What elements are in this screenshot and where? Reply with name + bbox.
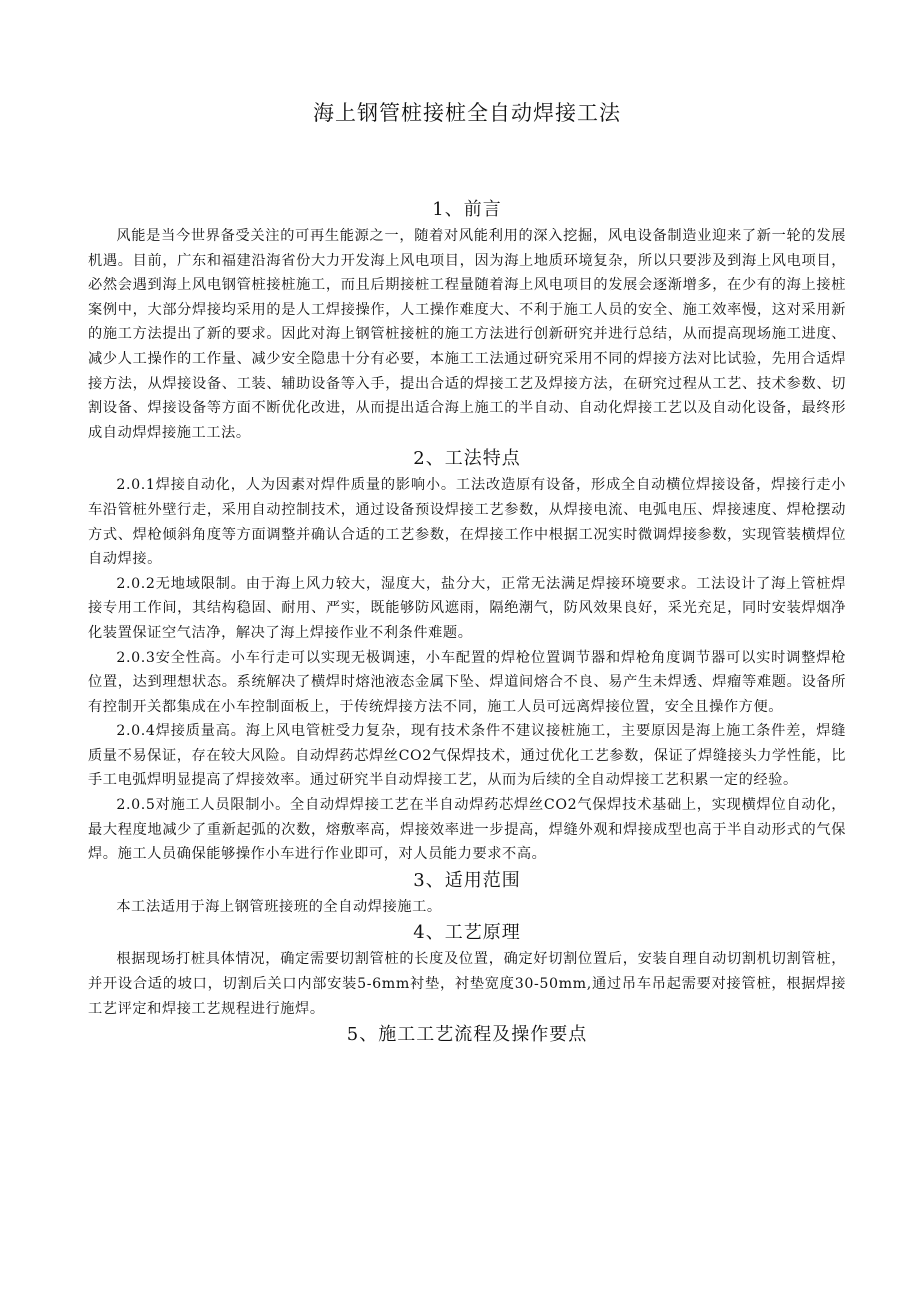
feature-paragraph-2: 2.0.2无地域限制。由于海上风力较大，湿度大，盐分大，正常无法满足焊接环境要求。工法设计了海上管桩焊接专用工作间，其结构稳固、耐用、严实，既能够防风遮雨，隔绝潮气，防风效果良好，采光充足，同时安装焊烟净化装置保证空气洁净，解决了海上焊接作业不利条件难题。 [88,575,846,641]
principle-paragraph: 根据现场打桩具体情况，确定需要切割管桩的长度及位置，确定好切割位置后，安装自理自动切割机切割管桩，并开设合适的坡口，切割后关口内部安装5-6mm衬垫，衬垫宽度30-50mm,通过吊车吊起需要对接管桩，根据焊接工艺评定和焊接工艺规程进行施焊。 [88,951,846,1017]
section-heading-principle: 4、工艺原理 [413,922,521,944]
feature-paragraph-4: 2.0.4焊接质量高。海上风电管桩受力复杂，现有技术条件不建议接桩施工，主要原因是海上施工条件差，焊缝质量不易保证，存在较大风险。自动焊药芯焊丝CO2气保焊技术，通过优化工艺参数，保证了焊缝接头力学性能，比手工电弧焊明显提高了焊接效率。通过研究半自动焊接工艺，从而为后续的全自动焊接工艺积累一定的经验。 [88,723,846,789]
section-heading-scope: 3、适用范围 [413,869,521,891]
document-title: 海上钢管桩接桩全自动焊接工法 [313,101,621,125]
scope-paragraph: 本工法适用于海上钢管班接班的全自动焊接施工。 [116,898,442,915]
section-heading-features: 2、工法特点 [413,448,521,470]
section-heading-preface: 1、前言 [432,199,502,220]
feature-paragraph-5: 2.0.5对施工人员限制小。全自动焊焊接工艺在半自动焊药芯焊丝CO2气保焊技术基础上，实现横焊位自动化，最大程度地减少了重新起弧的次数，熔敷率高，焊接效率进一步提高，焊缝外观和焊接成型也高于半自动形式的气保焊。施工人员确保能够操作小车进行作业即可，对人员能力要求不高。 [88,797,846,863]
section-heading-process: 5、施工工艺流程及操作要点 [346,1024,588,1046]
feature-paragraph-3: 2.0.3安全性高。小车行走可以实现无极调速，小车配置的焊枪位置调节器和焊枪角度调节器可以实时调整焊枪位置，达到理想状态。系统解决了横焊时熔池液态金属下坠、焊道间熔合不良、易产生未焊透、焊瘤等难题。设备所有控制开关都集成在小车控制面板上，于传统焊接方法不同，施工人员可远离焊接位置，安全且操作方便。 [88,649,846,715]
feature-paragraph-1: 2.0.1焊接自动化，人为因素对焊件质量的影响小。工法改造原有设备，形成全自动横位焊接设备，焊接行走小车沿管桩外壁行走，采用自动控制技术，通过设备预设焊接工艺参数，从焊接电流、电弧电压、焊接速度、焊枪摆动方式、焊枪倾斜角度等方面调整并确认合适的工艺参数，在焊接工作中根据工况实时微调焊接参数，实现管装横焊位自动焊接。 [88,477,846,568]
preface-paragraph: 风能是当今世界备受关注的可再生能源之一，随着对风能利用的深入挖掘，风电设备制造业迎来了新一轮的发展机遇。目前，广东和福建沿海省份大力开发海上风电项目，因为海上地质环境复杂，所以只要涉及到海上风电项目，必然会遇到海上风电钢管桩接桩施工，而且后期接桩工程量随着海上风电项目的发展会逐渐增多，在少有的海上接桩案例中，大部分焊接均采用的是人工焊接操作，人工操作难度大、不利于施工人员的安全、施工效率慢，这对采用新的施工方法提出了新的要求。因此对海上钢管桩接桩的施工方法进行创新研究并进行总结，从而提高现场施工进度、减少人工操作的工作量、减少安全隐患十分有必要，本施工工法通过研究采用不同的焊接方法对比试验，先用合适焊接方法，从焊接设备、工装、辅助设备等入手，提出合适的焊接工艺及焊接方法，在研究过程从工艺、技术参数、切割设备、焊接设备等方面不断优化改进，从而提出适合海上施工的半自动、自动化焊接工艺以及自动化设备，最终形成自动焊焊接施工工法。 [88,228,846,441]
